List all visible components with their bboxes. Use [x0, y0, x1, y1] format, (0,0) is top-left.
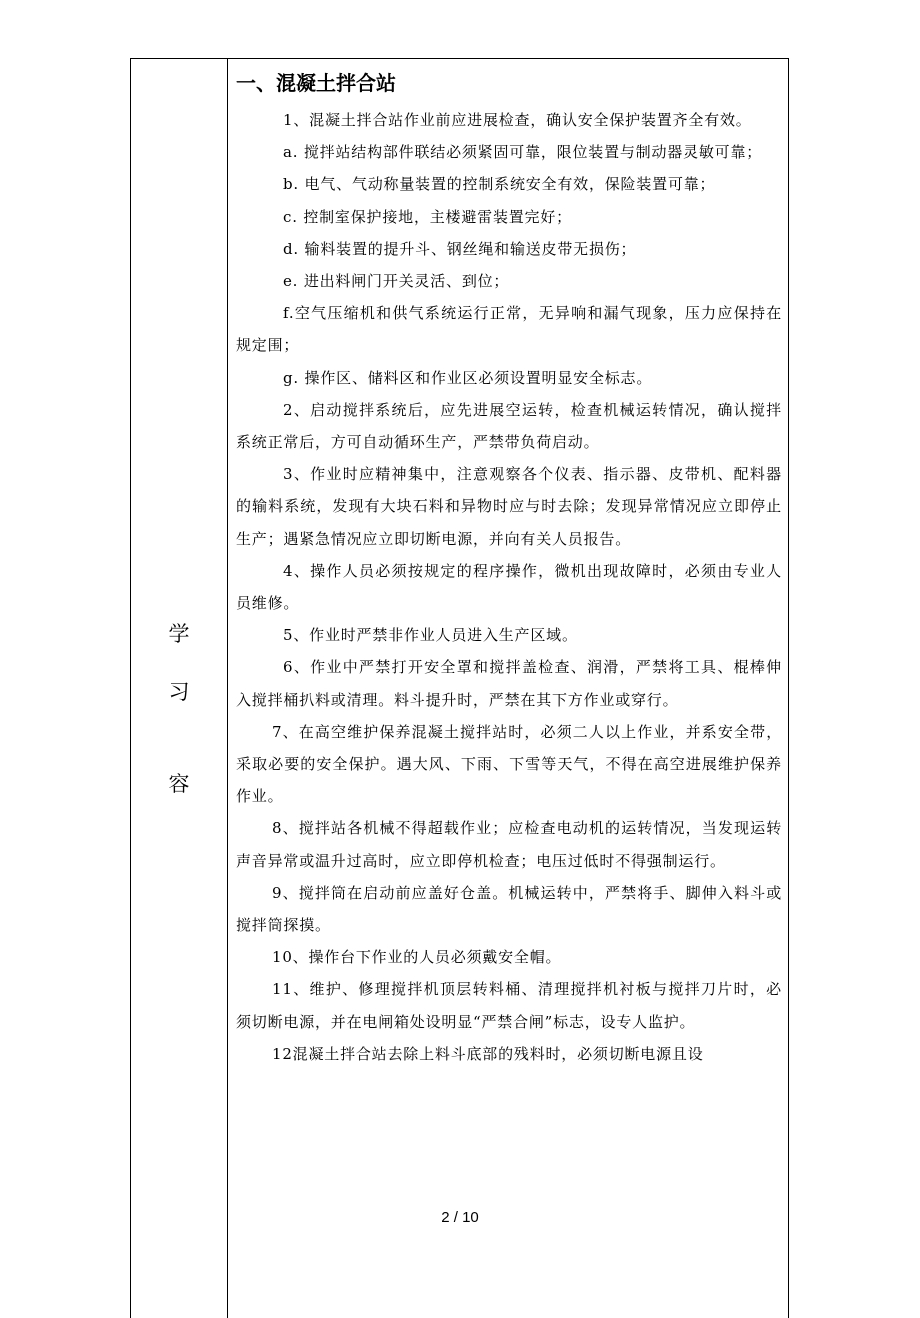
paragraph: b. 电气、气动称量装置的控制系统安全有效，保险装置可靠； — [283, 175, 716, 194]
paragraph: a. 搅拌站结构部件联结必须紧固可靠，限位装置与制动器灵敏可靠； — [283, 143, 763, 162]
paragraph: c. 控制室保护接地，主楼避雷装置完好； — [283, 207, 572, 226]
paragraph: 11、维护、修理搅拌机顶层转料桶、清理搅拌机衬板与搅拌刀片时，必须切断电源，并在电闸箱处设明显“严禁合闸”标志，设专人监护。 — [236, 980, 782, 1031]
paragraph: 12混凝土拌合站去除上料斗底部的残料时，必须切断电源且设 — [272, 1044, 704, 1063]
paragraph: e. 进出料闸门开关灵活、到位； — [283, 272, 510, 291]
content-cell — [236, 68, 782, 1070]
paragraph: 7、在高空维护保养混凝土搅拌站时，必须二人以上作业，并系安全带，采取必要的安全保护。遇大风、下雨、下雪等天气，不得在高空进展维护保养作业。 — [236, 722, 782, 806]
paragraph: 8、搅拌站各机械不得超载作业；应检查电动机的运转情况，当发现运转声音异常或温升过高时，应立即停机检查；电压过低时不得强制运行。 — [236, 819, 782, 870]
paragraph: 5、作业时严禁非作业人员进入生产区域。 — [283, 626, 578, 645]
table-column-divider — [227, 58, 228, 1318]
label-char-xue: 学 — [168, 622, 190, 646]
page-number: 2 / 10 — [441, 1209, 479, 1226]
paragraph: 6、作业中严禁打开安全罩和搅拌盖检查、润滑，严禁将工具、棍棒伸入搅拌桶扒料或清理。料斗提升时，严禁在其下方作业或穿行。 — [236, 658, 782, 709]
paragraph: d. 输料装置的提升斗、钢丝绳和输送皮带无损伤； — [283, 239, 637, 258]
paragraph: f.空气压缩机和供气系统运行正常，无异响和漏气现象，压力应保持在规定围； — [236, 304, 782, 355]
label-column — [131, 58, 227, 1302]
paragraph: 10、操作台下作业的人员必须戴安全帽。 — [272, 948, 562, 967]
paragraph: g. 操作区、储料区和作业区必须设置明显安全标志。 — [283, 368, 653, 387]
paragraph: 3、作业时应精神集中，注意观察各个仪表、指示器、皮带机、配料器的输料系统，发现有大块石料和异物时应与时去除；发现异常情况应立即停止生产；遇紧急情况应立即切断电源，并向有关人员报告。 — [236, 465, 782, 548]
label-char-xi: 习 — [168, 680, 190, 704]
paragraph: 2、启动搅拌系统后，应先进展空运转，检查机械运转情况，确认搅拌系统正常后，方可自动循环生产，严禁带负荷启动。 — [236, 400, 782, 452]
paragraph: 1、混凝土拌合站作业前应进展检查，确认安全保护装置齐全有效。 — [283, 111, 752, 129]
section-title: 一、混凝土拌合站 — [236, 71, 396, 95]
paragraph: 4、操作人员必须按规定的程序操作，微机出现故障时，必须由专业人员维修。 — [236, 561, 782, 613]
paragraph-list — [236, 104, 782, 1070]
label-char-rong: 容 — [168, 772, 190, 796]
paragraph: 9、搅拌筒在启动前应盖好仓盖。机械运转中，严禁将手、脚伸入料斗或搅拌筒探摸。 — [236, 883, 782, 935]
